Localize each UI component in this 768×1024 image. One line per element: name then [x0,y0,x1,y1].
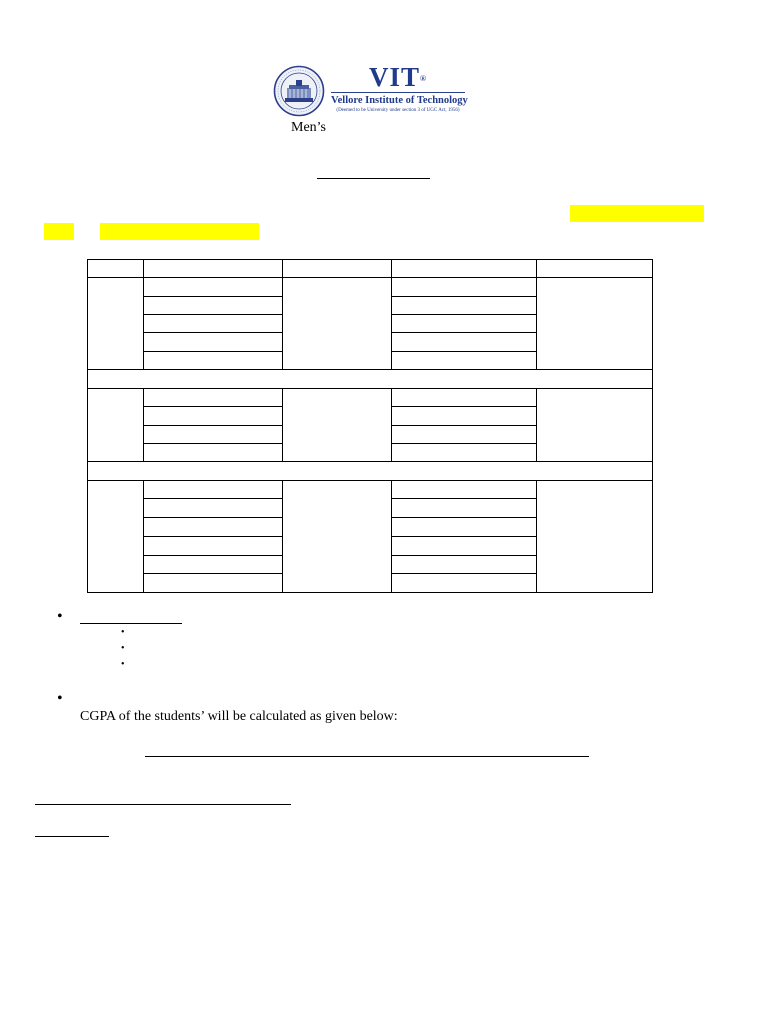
table-rule [391,536,537,537]
table-rule [536,259,537,278]
table-rule [87,461,653,462]
table-rule [143,296,283,297]
highlight-block [570,205,704,222]
title-underline [317,178,430,179]
sub-bullet-marker: • [121,627,125,638]
logo-institute-name: Vellore Institute of Technology [331,95,468,106]
document-subtitle: Men’s [291,120,326,135]
table-rule [282,259,283,278]
table-rule [391,259,392,278]
table-rule [87,369,653,370]
table-rule [87,277,653,278]
table-rule [143,351,283,352]
logo-rule [331,92,465,93]
university-seal-icon [273,65,325,117]
table-rule [391,443,537,444]
table-rule [143,332,283,333]
highlight-block [100,223,259,240]
table-rule [87,480,653,481]
table-rule [143,406,283,407]
formula-underline [145,756,589,757]
table-rule [391,296,537,297]
table-rule [652,259,653,593]
logo-tagline: (Deemed to be University under section 3 of UGC Act, 1956) [336,108,460,113]
date-line [35,836,109,837]
table-rule [282,277,283,370]
sub-bullet-marker: • [121,659,125,670]
logo-wordmark [331,62,468,114]
table-rule [143,443,283,444]
table-rule [391,498,537,499]
table-rule [391,351,537,352]
table-rule [391,573,537,574]
table-rule [87,259,88,593]
table-rule [143,314,283,315]
table-rule [143,498,283,499]
table-rule [391,277,392,370]
sub-bullet-marker: • [121,643,125,654]
table-rule [87,592,653,593]
vit-logo [273,62,468,121]
table-rule [391,555,537,556]
signature-line [35,804,291,805]
cgpa-note: CGPA of the students’ will be calculated as given below: [80,709,398,724]
table-rule [143,573,283,574]
table-rule [143,425,283,426]
table-rule [391,332,537,333]
table-rule [391,517,537,518]
data-table [87,259,653,593]
bullet-marker: • [57,690,63,707]
highlight-block [44,223,74,240]
table-rule [536,277,537,370]
table-rule [143,259,144,278]
bullet-marker: • [57,608,63,625]
section-heading-underline [80,623,182,624]
logo-vit-text: VIT® [369,62,427,92]
table-rule [143,277,144,370]
table-rule [391,406,537,407]
table-rule [391,425,537,426]
table-rule [391,314,537,315]
table-rule [143,536,283,537]
table-rule [143,517,283,518]
table-rule [143,555,283,556]
table-rule [87,388,653,389]
table-rule [87,259,653,260]
